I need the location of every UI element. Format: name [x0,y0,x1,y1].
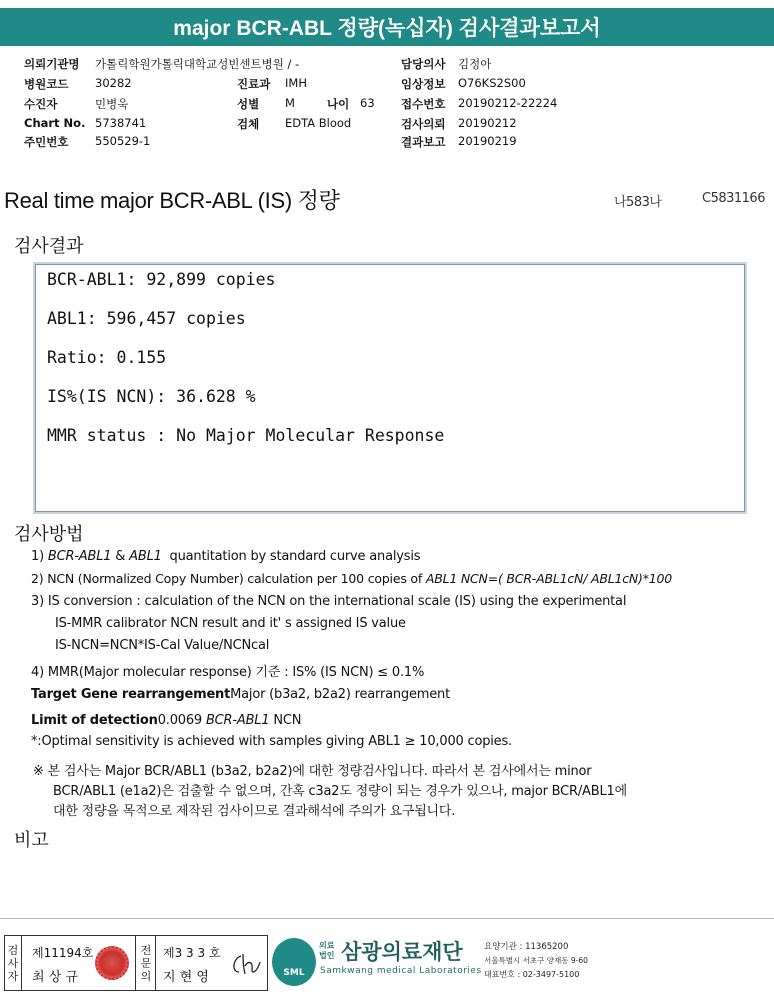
patient-name: 민병욱 [95,97,129,111]
label-report-date: 결과보고 [401,135,446,149]
optimal-sensitivity-note: *:Optimal sensitivity is achieved with samples giving ABL1 ≥ 10,000 copies. [31,734,512,749]
org-english: Samkwang medical Laboratories [320,966,482,976]
label-resident-number: 주민번호 [24,135,69,149]
label-hospital-code: 병원코드 [24,77,69,91]
result-mmr-status: MMR status : No Major Molecular Response [47,426,445,445]
label-patient-name: 수진자 [24,97,58,111]
label-department: 진료과 [237,77,271,91]
method-4: 4) MMR(Major molecular response) 기준 : IS% (IS NCN) ≤ 0.1% [31,665,425,680]
label-specimen: 검체 [237,117,260,131]
org-prefix: 의료법인 [319,941,335,960]
report-date: 20190219 [458,134,517,148]
report-title: major BCR-ABL 정량(녹십자) 검사결과보고서 [0,8,774,46]
remarks-heading: 비고 [14,830,49,851]
method-1-gene1: BCR-ABL1 [47,549,112,564]
test-heading: Real time major BCR-ABL (IS) 정량 [4,188,340,213]
reviewer-license: 제3 3 3 호 [163,946,221,960]
age: 63 [360,96,375,110]
method-1 [31,549,420,564]
limit-of-detection [31,713,301,728]
label-chart-no: Chart No. [24,116,86,130]
specimen: EDTA Blood [285,116,352,130]
results-heading: 검사결과 [14,236,84,257]
tester-label: 검사자 [7,944,19,983]
org-name: 삼광의료재단 [341,940,463,964]
chart-no: 5738741 [95,116,147,130]
label-request-date: 검사의뢰 [401,117,446,131]
method-3-line2: IS-MMR calibrator NCN result and it' s assigned IS value [55,616,406,631]
limit-unit: NCN [269,713,302,728]
tester-seal-icon [95,946,129,980]
org-phone: 대표번호 : 02-3497-5100 [484,970,580,979]
method-3-line3: IS-NCN=NCN*IS-Cal Value/NCNcal [55,638,270,653]
institution-code: 요양기관 : 11365200 [484,942,569,952]
method-2 [31,571,672,586]
test-code-1: 나583나 [614,195,662,210]
note-line-2: BCR/ABL1 (e1a2)은 검출할 수 없으며, 간혹 c3a2도 정량이 되는 경우가 있으나, major BCR/ABL1에 [53,784,627,799]
method-heading: 검사방법 [14,524,84,545]
org-address: 서울특별시 서초구 양재동 9-60 [484,956,588,965]
label-requesting-institution: 의뢰기관명 [24,57,80,71]
label-clinical-info: 임상정보 [401,77,446,91]
sml-logo-text: SML [283,968,305,978]
method-1-amp: & [111,549,130,564]
limit-value: 0.0069 [157,713,206,728]
reviewer-signature-icon [227,950,263,978]
doctor: 김정아 [458,57,492,71]
target-gene-value: Major (b3a2, b2a2) rearrangement [230,687,450,702]
resident-number: 550529-1 [95,134,151,148]
department: IMH [285,76,307,90]
label-receipt-number: 접수번호 [401,97,446,111]
method-1-prefix: 1) [31,549,48,564]
method-2-text: 2) NCN (Normalized Copy Number) calculation per 100 copies of [31,571,426,586]
result-abl1: ABL1: 596,457 copies [47,309,246,328]
hospital-code: 30282 [95,76,132,90]
label-sex: 성별 [237,97,260,111]
method-1-gene2: ABL1 [129,549,162,564]
reviewer-label: 전문의 [140,944,152,983]
sig-divider-3 [155,936,156,990]
request-date: 20190212 [458,116,517,130]
results-box [33,262,747,514]
receipt-number: 20190212-22224 [458,96,558,110]
note-line-3: 대한 정량을 목적으로 제작된 검사이므로 결과해석에 주의가 요구됩니다. [53,804,456,819]
method-1-rest: quantitation by standard curve analysis [161,549,421,564]
target-gene [31,687,450,702]
note-line-1: ※ 본 검사는 Major BCR/ABL1 (b3a2, b2a2)에 대한 정량검사입니다. 따라서 본 검사에서는 minor [33,764,592,779]
result-ratio: Ratio: 0.155 [47,348,167,367]
tester-name: 최 상 규 [32,970,78,985]
test-code-2: C5831166 [702,191,765,206]
target-gene-label: Target Gene rearrangement [31,687,231,702]
method-3-line1: 3) IS conversion : calculation of the NCN on the international scale (IS) using the experimental [31,594,627,609]
label-age: 나이 [327,97,350,111]
label-doctor: 담당의사 [401,57,446,71]
sig-divider-2 [135,936,136,990]
signature-box [4,935,268,991]
result-is-percent: IS%(IS NCN): 36.628 % [47,387,256,406]
requesting-institution: 가톨릭학원가톨릭대학교성빈센트병원 / - [95,57,300,71]
result-bcr-abl1: BCR-ABL1: 92,899 copies [47,270,276,289]
method-2-formula: ABL1 NCN=( BCR-ABL1cN/ ABL1cN)*100 [425,571,673,586]
sex: M [285,96,295,110]
limit-gene: BCR-ABL1 [205,713,270,728]
limit-label: Limit of detection [31,713,158,728]
sml-logo-icon [272,938,316,986]
tester-license: 제11194호 [32,946,94,960]
clinical-info: O76KS2S00 [458,76,526,90]
sig-divider-1 [21,936,22,990]
footer-divider [0,918,774,919]
reviewer-name: 지 현 영 [163,970,209,985]
